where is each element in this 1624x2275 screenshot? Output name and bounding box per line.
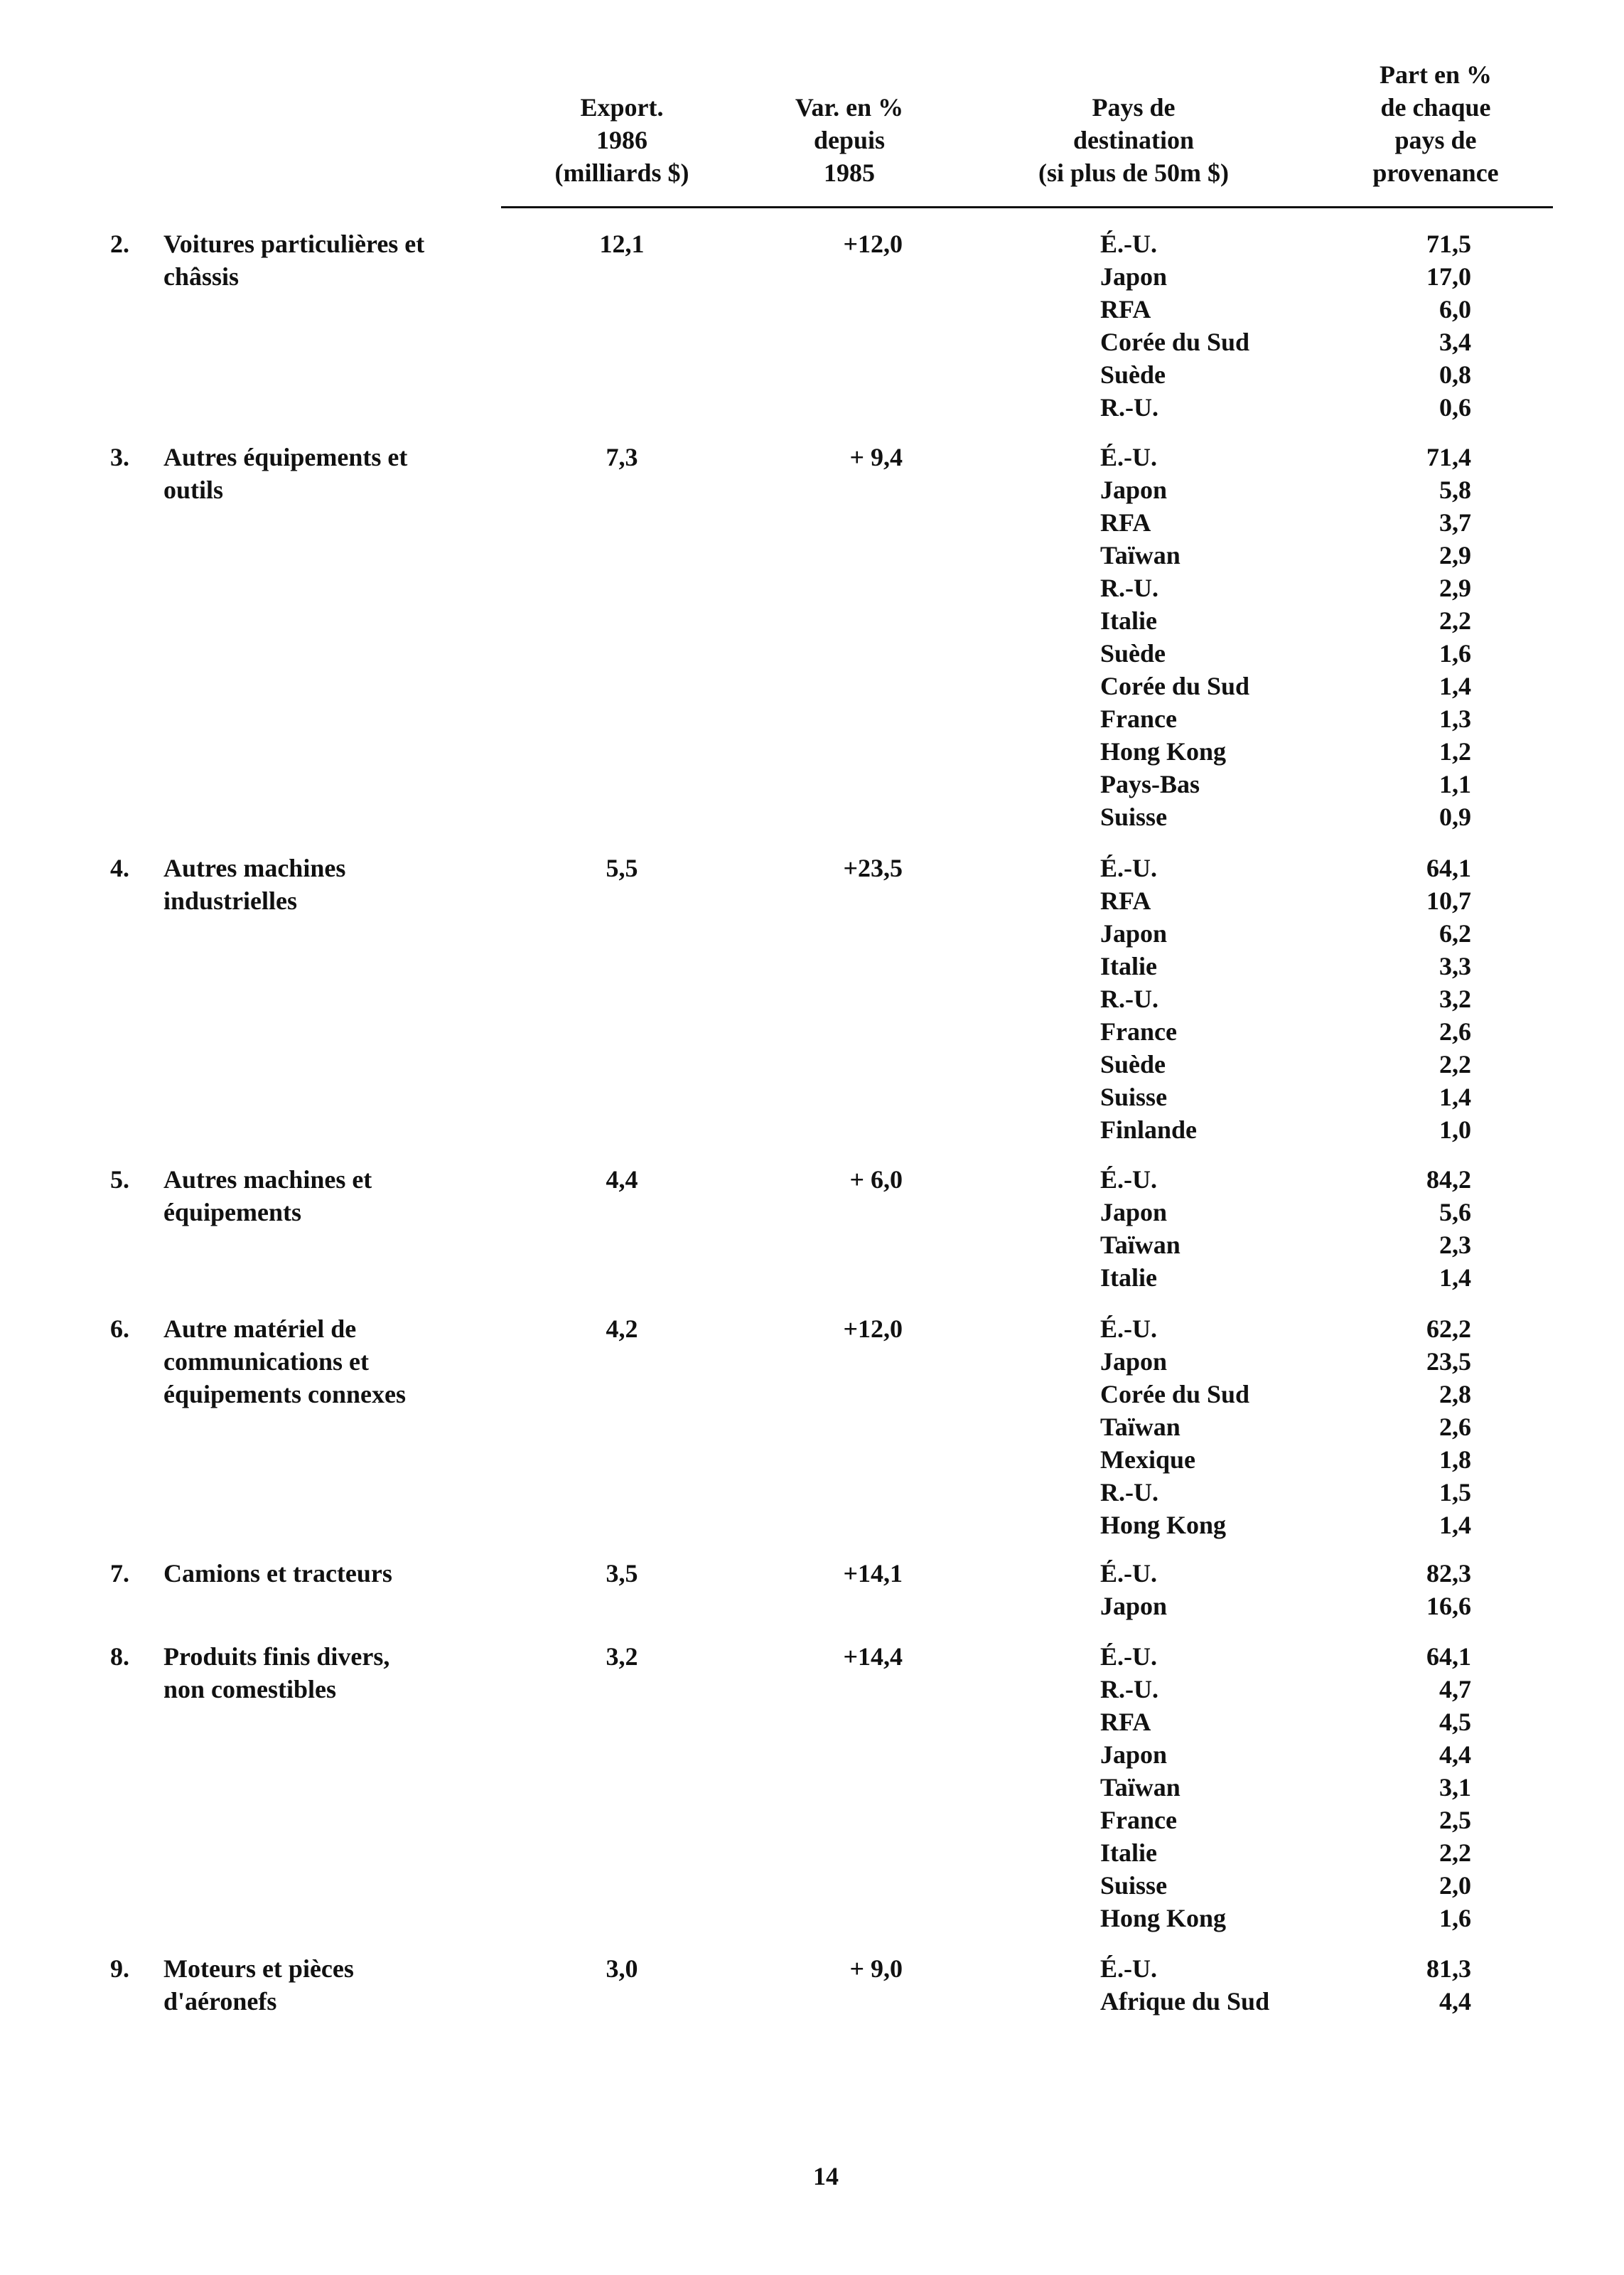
destination-country: RFA [1100, 295, 1151, 323]
product-name [163, 852, 519, 917]
product-name-line: châssis [163, 262, 240, 291]
destination-list [1100, 1557, 1370, 1622]
product-name [163, 1312, 519, 1410]
destination-share: 1,3 [1439, 705, 1471, 733]
destination-share: 1,0 [1439, 1115, 1471, 1144]
destination-list [1100, 852, 1370, 1146]
product-name-line: Autres équipements et [163, 443, 408, 471]
destination-share: 1,4 [1439, 1263, 1471, 1292]
destination-list [1100, 441, 1370, 833]
header-variation [760, 91, 938, 189]
row-number: 4. [110, 854, 129, 882]
row-number: 3. [110, 443, 129, 471]
destination-share: 23,5 [1426, 1347, 1471, 1376]
variation-value: +12,0 [843, 230, 903, 258]
header-share-line: provenance [1372, 159, 1499, 187]
destination-share: 6,0 [1439, 295, 1471, 323]
page-number: 14 [813, 2162, 839, 2190]
header-export-line: Export. [580, 93, 664, 122]
destination-list [1100, 1312, 1370, 1541]
product-name [163, 441, 519, 506]
destination-list [1100, 228, 1370, 424]
product-name-line: Autres machines et [163, 1165, 372, 1194]
share-list [1336, 228, 1471, 424]
row-number: 7. [110, 1559, 129, 1588]
export-value: 4,4 [606, 1165, 638, 1194]
share-list [1336, 852, 1471, 1146]
header-share-line: de chaque [1380, 93, 1491, 122]
destination-country: Japon [1100, 262, 1168, 291]
destination-country: RFA [1100, 1708, 1151, 1736]
destination-country: France [1100, 1806, 1177, 1834]
export-value: 12,1 [599, 230, 645, 258]
destination-country: Japon [1100, 1740, 1168, 1769]
destination-country: É.-U. [1100, 1954, 1157, 1983]
share-list [1336, 441, 1471, 833]
destination-share: 1,5 [1439, 1478, 1471, 1506]
destination-share: 3,3 [1439, 952, 1471, 980]
destination-share: 2,3 [1439, 1231, 1471, 1259]
destination-share: 4,4 [1439, 1987, 1471, 2016]
destination-share: 6,2 [1439, 919, 1471, 948]
destination-list [1100, 1952, 1370, 2018]
destination-country: É.-U. [1100, 1315, 1157, 1343]
destination-share: 2,5 [1439, 1806, 1471, 1834]
destination-share: 2,6 [1439, 1413, 1471, 1441]
variation-value: +14,1 [843, 1559, 903, 1588]
product-name-line: Autre matériel de [163, 1315, 357, 1343]
destination-country: Suède [1100, 639, 1166, 668]
destination-share: 0,6 [1439, 393, 1471, 422]
destination-country: France [1100, 1017, 1177, 1046]
destination-share: 71,5 [1426, 230, 1471, 258]
destination-share: 4,5 [1439, 1708, 1471, 1736]
row-number: 8. [110, 1642, 129, 1671]
destination-country: RFA [1100, 887, 1151, 915]
destination-country: Suisse [1100, 1083, 1168, 1111]
share-list [1336, 1640, 1471, 1934]
destination-country: Suisse [1100, 803, 1168, 831]
destination-share: 3,7 [1439, 508, 1471, 537]
header-destination [991, 91, 1276, 189]
header-share-line: Part en % [1380, 60, 1492, 89]
destination-country: É.-U. [1100, 1559, 1157, 1588]
destination-share: 3,2 [1439, 985, 1471, 1013]
destination-share: 17,0 [1426, 262, 1471, 291]
variation-value: + 6,0 [849, 1165, 903, 1194]
export-value: 3,0 [606, 1954, 638, 1983]
variation-value: + 9,4 [849, 443, 903, 471]
variation-value: +12,0 [843, 1315, 903, 1343]
destination-share: 3,4 [1439, 328, 1471, 356]
destination-country: France [1100, 705, 1177, 733]
row-number: 5. [110, 1165, 129, 1194]
share-list [1336, 1163, 1471, 1294]
destination-country: Suède [1100, 360, 1166, 389]
destination-share: 2,9 [1439, 541, 1471, 569]
destination-country: É.-U. [1100, 1165, 1157, 1194]
destination-share: 64,1 [1426, 854, 1471, 882]
destination-share: 2,6 [1439, 1017, 1471, 1046]
product-name-line: Moteurs et pièces [163, 1954, 354, 1983]
destination-country: Afrique du Sud [1100, 1987, 1270, 2016]
header-destination-line: Pays de [1092, 93, 1176, 122]
destination-share: 82,3 [1426, 1559, 1471, 1588]
header-rule [501, 206, 1553, 208]
destination-share: 16,6 [1426, 1592, 1471, 1620]
destination-country: Corée du Sud [1100, 328, 1250, 356]
destination-country: RFA [1100, 508, 1151, 537]
product-name-line: non comestibles [163, 1675, 336, 1703]
destination-share: 0,9 [1439, 803, 1471, 831]
header-destination-line: destination [1072, 126, 1195, 154]
destination-country: Japon [1100, 1347, 1168, 1376]
destination-share: 1,4 [1439, 1083, 1471, 1111]
destination-country: Japon [1100, 1592, 1168, 1620]
destination-share: 1,6 [1439, 1904, 1471, 1932]
destination-country: Corée du Sud [1100, 1380, 1250, 1408]
product-name [163, 1557, 519, 1590]
destination-country: Italie [1100, 1838, 1157, 1867]
product-name-line: Camions et tracteurs [163, 1559, 392, 1588]
destination-share: 4,4 [1439, 1740, 1471, 1769]
product-name [163, 1163, 519, 1228]
destination-share: 2,2 [1439, 606, 1471, 635]
destination-country: É.-U. [1100, 230, 1157, 258]
destination-country: Hong Kong [1100, 1511, 1227, 1539]
destination-country: É.-U. [1100, 854, 1157, 882]
product-name [163, 228, 519, 293]
destination-share: 2,2 [1439, 1838, 1471, 1867]
header-variation-line: 1985 [824, 159, 875, 187]
header-share [1336, 58, 1535, 189]
destination-country: Corée du Sud [1100, 672, 1250, 700]
destination-share: 62,2 [1426, 1315, 1471, 1343]
product-name-line: Produits finis divers, [163, 1642, 390, 1671]
destination-country: Suède [1100, 1050, 1166, 1078]
variation-value: + 9,0 [849, 1954, 903, 1983]
share-list [1336, 1312, 1471, 1541]
product-name [163, 1640, 519, 1706]
destination-country: Taïwan [1100, 1413, 1181, 1441]
header-variation-line: depuis [813, 126, 886, 154]
row-number: 2. [110, 230, 129, 258]
destination-share: 64,1 [1426, 1642, 1471, 1671]
destination-country: Mexique [1100, 1445, 1195, 1474]
destination-share: 81,3 [1426, 1954, 1471, 1983]
destination-share: 2,2 [1439, 1050, 1471, 1078]
destination-country: Taïwan [1100, 541, 1181, 569]
destination-list [1100, 1640, 1370, 1934]
destination-share: 5,6 [1439, 1198, 1471, 1226]
destination-country: Japon [1100, 1198, 1168, 1226]
product-name-line: équipements connexes [163, 1380, 406, 1408]
variation-value: +14,4 [843, 1642, 903, 1671]
destination-country: R.-U. [1100, 393, 1158, 422]
destination-country: Hong Kong [1100, 737, 1227, 766]
destination-share: 2,9 [1439, 574, 1471, 602]
destination-list [1100, 1163, 1370, 1294]
destination-country: Italie [1100, 952, 1157, 980]
header-variation-line: Var. en % [795, 93, 904, 122]
row-number: 9. [110, 1954, 129, 1983]
destination-country: Suisse [1100, 1871, 1168, 1900]
header-destination-line: (si plus de 50m $) [1038, 159, 1230, 187]
destination-share: 1,8 [1439, 1445, 1471, 1474]
product-name-line: d'aéronefs [163, 1987, 277, 2016]
destination-share: 1,2 [1439, 737, 1471, 766]
destination-country: Taïwan [1100, 1773, 1181, 1802]
destination-country: Italie [1100, 606, 1157, 635]
destination-country: Japon [1100, 919, 1168, 948]
destination-country: R.-U. [1100, 1675, 1158, 1703]
destination-share: 2,0 [1439, 1871, 1471, 1900]
destination-share: 0,8 [1439, 360, 1471, 389]
destination-country: R.-U. [1100, 985, 1158, 1013]
export-value: 3,2 [606, 1642, 638, 1671]
destination-country: Finlande [1100, 1115, 1198, 1144]
destination-share: 10,7 [1426, 887, 1471, 915]
header-export-line: 1986 [596, 126, 647, 154]
destination-share: 3,1 [1439, 1773, 1471, 1802]
product-name-line: communications et [163, 1347, 369, 1376]
destination-share: 1,4 [1439, 1511, 1471, 1539]
share-list [1336, 1557, 1471, 1622]
header-share-line: pays de [1394, 126, 1477, 154]
header-export [529, 91, 714, 189]
destination-share: 2,8 [1439, 1380, 1471, 1408]
destination-country: R.-U. [1100, 574, 1158, 602]
export-value: 7,3 [606, 443, 638, 471]
product-name-line: outils [163, 476, 224, 504]
destination-share: 5,8 [1439, 476, 1471, 504]
share-list [1336, 1952, 1471, 2018]
destination-share: 1,6 [1439, 639, 1471, 668]
destination-share: 71,4 [1426, 443, 1471, 471]
product-name-line: équipements [163, 1198, 302, 1226]
destination-country: É.-U. [1100, 1642, 1157, 1671]
destination-share: 4,7 [1439, 1675, 1471, 1703]
row-number: 6. [110, 1315, 129, 1343]
product-name-line: Voitures particulières et [163, 230, 425, 258]
destination-country: Italie [1100, 1263, 1157, 1292]
destination-country: Pays-Bas [1100, 770, 1200, 798]
destination-country: É.-U. [1100, 443, 1157, 471]
product-name-line: industrielles [163, 887, 298, 915]
product-name-line: Autres machines [163, 854, 346, 882]
destination-share: 1,4 [1439, 672, 1471, 700]
header-export-line: (milliards $) [554, 159, 689, 187]
product-name [163, 1952, 519, 2018]
destination-country: Japon [1100, 476, 1168, 504]
destination-share: 84,2 [1426, 1165, 1471, 1194]
destination-share: 1,1 [1439, 770, 1471, 798]
variation-value: +23,5 [843, 854, 903, 882]
destination-country: Taïwan [1100, 1231, 1181, 1259]
export-value: 4,2 [606, 1315, 638, 1343]
export-value: 5,5 [606, 854, 638, 882]
destination-country: Hong Kong [1100, 1904, 1227, 1932]
destination-country: R.-U. [1100, 1478, 1158, 1506]
export-value: 3,5 [606, 1559, 638, 1588]
